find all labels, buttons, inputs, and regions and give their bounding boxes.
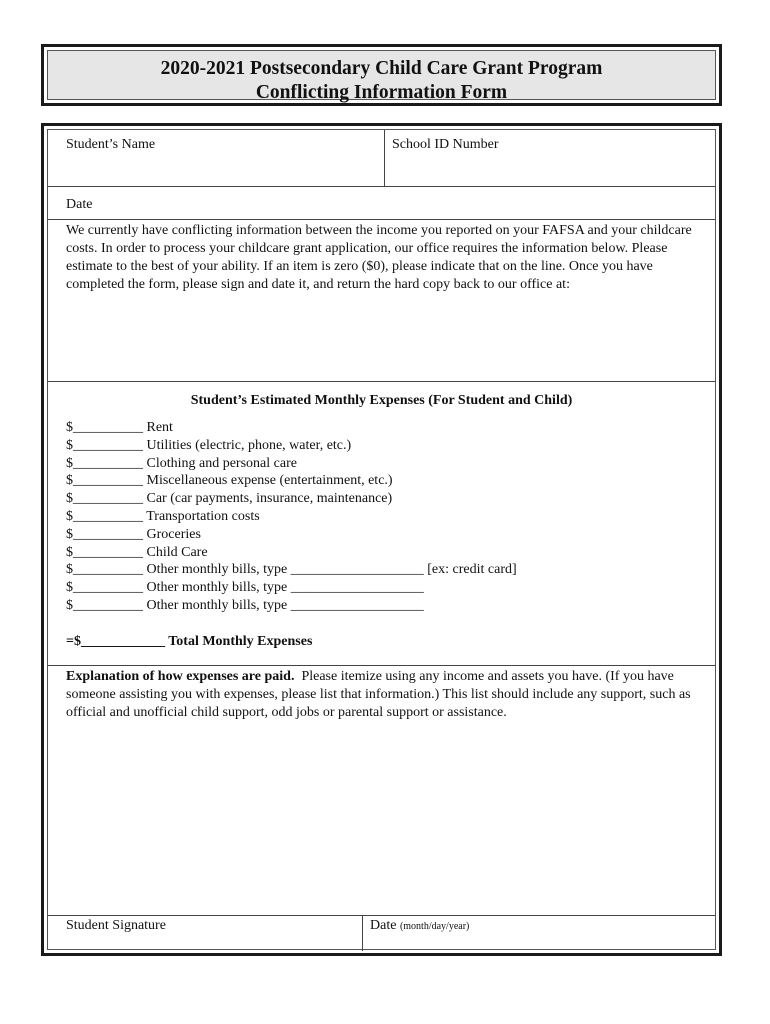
form-body [41,123,722,956]
signature-date-label [370,917,469,936]
divider-2 [48,219,715,220]
student-name-label: Student’s Name [66,137,156,152]
date-label: Date [66,197,93,212]
expense-miscellaneous: $__________ Miscellaneous expense (entertainment, etc.) [66,473,393,489]
divider-3 [48,381,715,382]
expenses-list [66,419,517,615]
explanation-text: Please itemize using any income and assets you have. (If you have someone assisting you with expenses, please list that information.) This list should include any support, such as official and unofficial child support, odd jobs or parental support or assistance. [66,669,691,720]
explanation-heading: Explanation of how expenses are paid. [66,669,295,684]
signature-date-hint: (month/day/year) [399,921,470,932]
form-title: 2020-2021 Postsecondary Child Care Grant Program [160,58,603,79]
title-banner [47,50,716,103]
expense-rent: $__________ Rent [66,420,173,435]
divider-1 [48,186,715,187]
form-inner [47,129,716,950]
signature-date-divider [362,915,363,951]
expense-other-2: $__________ Other monthly bills, type ___________________ [66,580,424,596]
divider-5 [48,915,715,916]
expense-groceries: $__________ Groceries [66,526,201,542]
expense-clothing: $__________ Clothing and personal care [66,455,297,471]
expense-other-3: $__________ Other monthly bills, type ___________________ [66,597,424,613]
expense-other-1: $__________ Other monthly bills, type ___________________ [ex: credit card] [66,562,517,578]
expense-car: $__________ Car (car payments, insurance, maintenance) [66,491,393,507]
name-id-divider [384,130,385,186]
expense-utilities: $__________ Utilities (electric, phone, water, etc.) [66,437,352,453]
title-box [41,44,722,106]
expense-transportation: $__________ Transportation costs [66,508,260,524]
school-id-label: School ID Number [392,137,499,152]
form-subtitle: Conflicting Information Form [255,82,508,103]
signature-label: Student Signature [66,918,166,933]
intro-paragraph: We currently have conflicting information between the income you reported on your FAFSA and your childcare costs. In order to process your childcare grant application, our office requires the information below. Please estimate to the best of your ability. If an item is zero ($0), please indicate that on the line. Once you have completed the form, please sign and date it, and return the hard copy back to our office at: [66,223,692,292]
total-monthly-expenses: =$____________ Total Monthly Expenses [66,634,313,649]
explanation-paragraph [66,668,706,722]
expense-child-care: $__________ Child Care [66,544,208,560]
divider-4 [48,665,715,666]
expenses-title: Student’s Estimated Monthly Expenses (For Student and Child) [190,393,573,408]
signature-date-text: Date [370,918,397,933]
